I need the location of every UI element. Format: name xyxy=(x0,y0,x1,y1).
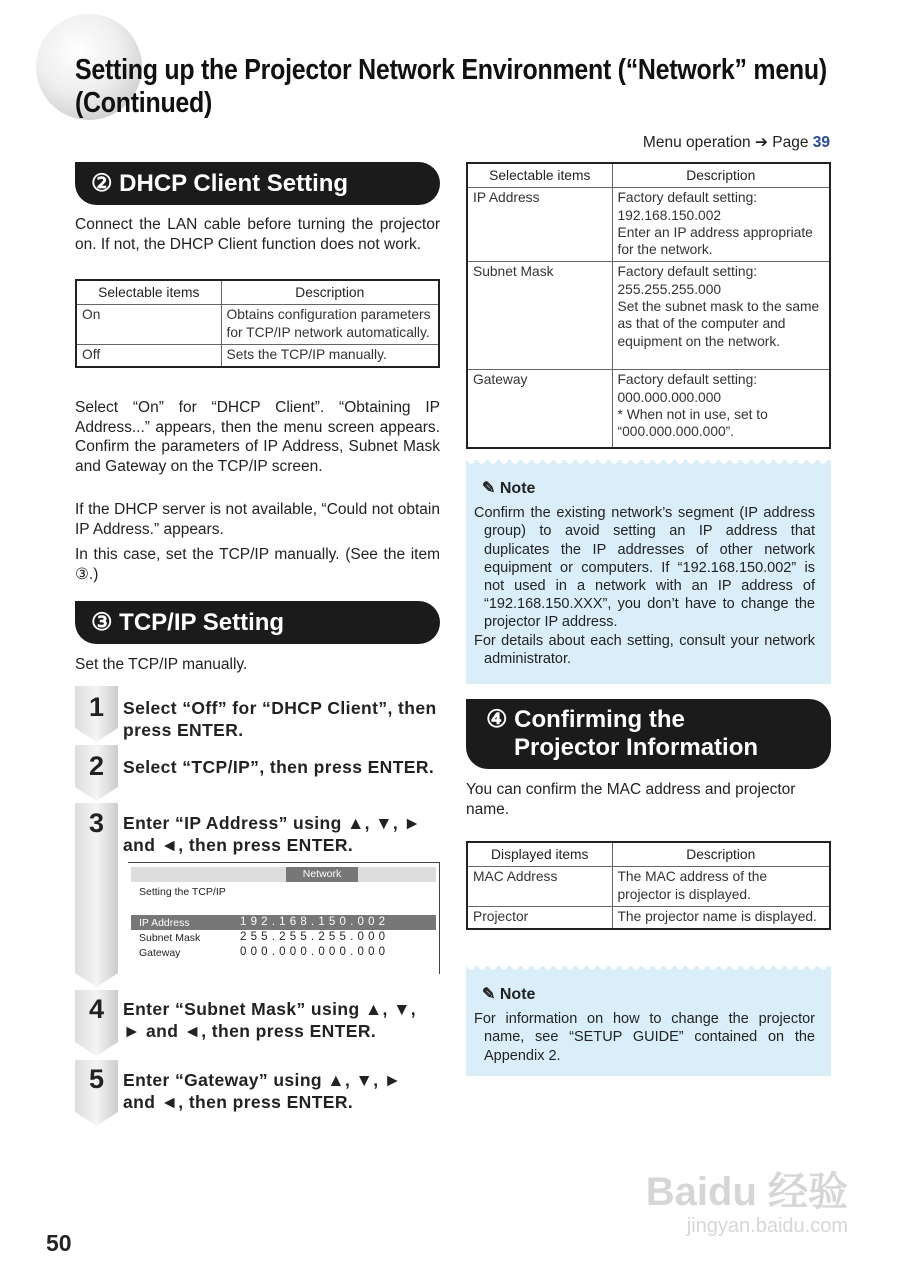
table-row: Gateway Factory default setting: 000.000.000.000 * When not in use, set to “000.000.000.000”. xyxy=(467,370,830,448)
step-number: 2 xyxy=(88,751,105,781)
pencil-note-icon: ✎ xyxy=(482,480,496,497)
screen-row-label: IP Address xyxy=(139,917,190,929)
tcpip-screen xyxy=(128,862,440,974)
step-number: 5 xyxy=(88,1064,105,1094)
table-row: Projector The projector name is displayed. xyxy=(467,906,830,929)
step-number: 1 xyxy=(88,692,105,722)
confirm-table: Displayed items Description MAC Address The MAC address of the projector is displayed. Projector The projector name is displayed. xyxy=(466,841,831,930)
page-title: Setting up the Projector Network Environment (“Network” menu) (Continued) xyxy=(75,54,827,119)
table-row: IP Address Factory default setting: 192.168.150.002 Enter an IP address appropriate for the network. xyxy=(467,188,830,262)
step-number: 4 xyxy=(88,994,105,1024)
page-link[interactable]: 39 xyxy=(812,134,830,151)
dhcp-table: Selectable items Description On Obtains configuration parameters for TCP/IP network automatically. Off Sets the TCP/IP manually. xyxy=(75,279,440,368)
tcpip-intro: Set the TCP/IP manually. xyxy=(75,656,248,673)
ip-address-value[interactable]: 1 9 2 . 1 6 8 . 1 5 0 . 0 0 2 xyxy=(240,916,386,928)
dhcp-heading: ② DHCP Client Setting xyxy=(75,162,440,205)
step-text: Select “TCP/IP”, then press ENTER. xyxy=(123,757,435,777)
table-row: MAC Address The MAC address of the projector is displayed. xyxy=(467,867,830,907)
step-number: 3 xyxy=(88,808,105,838)
note-item: Confirm the existing network’s segment (IP address group) to avoid setting an IP address that duplicates the IP addresses of other network equipment or computers. If “192.168.150.002” is not used in a network with an IP address of “192.168.150.XXX”, you don’t have to change the projector IP address. xyxy=(474,505,815,631)
dhcp-para3: In this case, set the TCP/IP manually. (See the item ③.) xyxy=(75,546,440,583)
confirm-heading: ④ Confirming the Projector Information xyxy=(466,699,831,769)
tcpip-items-table: Selectable items Description IP Address Factory default setting: 192.168.150.002 Enter an IP address appropriate for the network. Subnet Mask Factory default setting: 255.255.255.000 Set the subnet mask to the same as that of the computer and equipment on the network. Gateway Factory default setting: 000.000.000.000 * When not in use, set to “000.000.000.000”. xyxy=(466,162,831,449)
screen-row-label: Gateway xyxy=(139,947,181,959)
page-number: 50 xyxy=(46,1230,72,1256)
step-text: Enter “Subnet Mask” using ▲, ▼, ► and ◄, then press ENTER. xyxy=(123,999,417,1041)
pencil-note-icon: ✎ xyxy=(482,986,496,1003)
note-box: ✎ Note For information on how to change the projector name, see “SETUP GUIDE” contained on the Appendix 2. xyxy=(466,966,831,1076)
screen-row-label: Subnet Mask xyxy=(139,932,201,944)
step-text: Select “Off” for “DHCP Client”, then press ENTER. xyxy=(123,698,437,740)
dhcp-para1: Select “On” for “DHCP Client”. “Obtaining IP Address...” appears, then the menu screen appears. Confirm the parameters of IP Address, Subnet Mask and Gateway on the TCP/IP screen. xyxy=(75,399,440,475)
screen-tab-network: Network xyxy=(286,867,358,882)
tcpip-heading: ③ TCP/IP Setting xyxy=(75,601,440,644)
step-text: Enter “Gateway” using ▲, ▼, ► and ◄, then press ENTER. xyxy=(123,1070,402,1112)
note-item: For details about each setting, consult your network administrator. xyxy=(474,632,815,667)
table-row: On Obtains configuration parameters for TCP/IP network automatically. xyxy=(76,305,439,345)
screen-title: Setting the TCP/IP xyxy=(139,886,226,898)
table-row: Subnet Mask Factory default setting: 255.255.255.000 Set the subnet mask to the same as that of the computer and equipment on the network. xyxy=(467,262,830,370)
menu-operation-ref: Menu operation ➔ Page 39 xyxy=(642,134,830,151)
gateway-value[interactable]: 0 0 0 . 0 0 0 . 0 0 0 . 0 0 0 xyxy=(240,946,386,958)
dhcp-para2: If the DHCP server is not available, “Could not obtain IP Address.” appears. xyxy=(75,501,440,538)
note-box: ✎ Note Confirm the existing network’s segment (IP address group) to avoid setting an IP address that duplicates the IP addresses of other network equipment or computers. If “192.168.150.002” is not used in a network with an IP address of “192.168.150.XXX”, you don’t have to change the projector IP address. For details about each setting, consult your network administrator. xyxy=(466,460,831,684)
dhcp-intro: Connect the LAN cable before turning the projector on. If not, the DHCP Client function does not work. xyxy=(75,216,440,253)
confirm-intro: You can confirm the MAC address and projector name. xyxy=(466,781,796,818)
watermark-logo: Baidu 经验 jingyan.baidu.com xyxy=(645,1170,848,1237)
step-text: Enter “IP Address” using ▲, ▼, ► and ◄, then press ENTER. xyxy=(123,813,422,855)
note-item: For information on how to change the projector name, see “SETUP GUIDE” contained on the Appendix 2. xyxy=(474,1011,815,1064)
table-row: Off Sets the TCP/IP manually. xyxy=(76,344,439,367)
subnet-mask-value[interactable]: 2 5 5 . 2 5 5 . 2 5 5 . 0 0 0 xyxy=(240,931,386,943)
